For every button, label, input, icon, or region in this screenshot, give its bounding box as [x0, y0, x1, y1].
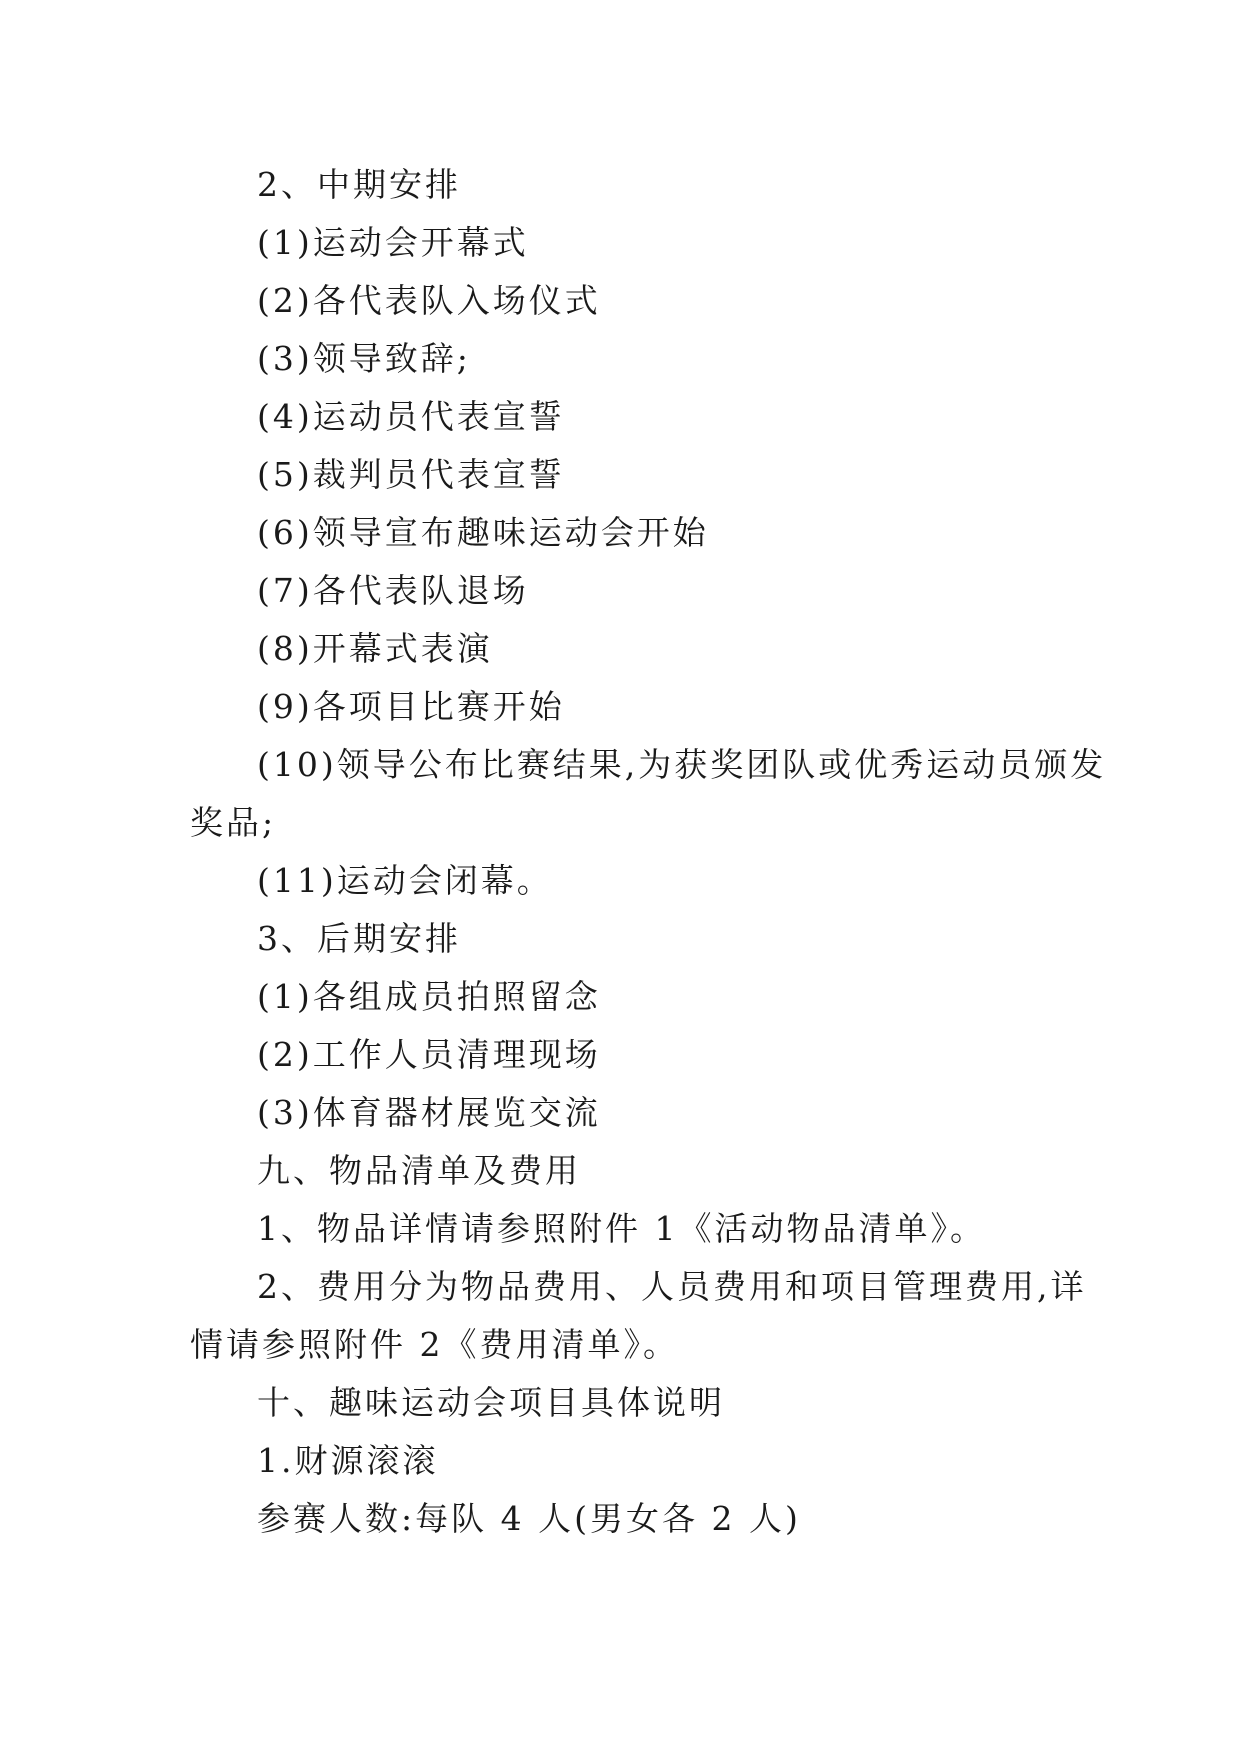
list-item: (8)开幕式表演	[257, 629, 493, 668]
list-item: (1)各组成员拍照留念	[257, 977, 601, 1016]
list-item: (4)运动员代表宣誓	[257, 397, 565, 436]
list-item: (2)各代表队入场仪式	[257, 281, 601, 320]
section-heading-event-details: 十、趣味运动会项目具体说明	[257, 1383, 725, 1422]
list-item: (2)工作人员清理现场	[257, 1035, 601, 1074]
paragraph: 1、物品详情请参照附件 1《活动物品清单》。	[257, 1209, 986, 1248]
list-item: (10)领导公布比赛结果,为获奖团队或优秀运动员颁发	[257, 745, 1107, 784]
list-item: (11)运动会闭幕。	[257, 861, 553, 900]
paragraph-continuation: 情请参照附件 2《费用清单》。	[190, 1325, 679, 1364]
list-item: (7)各代表队退场	[257, 571, 529, 610]
list-item: (5)裁判员代表宣誓	[257, 455, 565, 494]
list-item: (9)各项目比赛开始	[257, 687, 565, 726]
list-item-continuation: 奖品;	[190, 803, 277, 842]
list-item: (3)领导致辞;	[257, 339, 471, 378]
subheading-event-1: 1.财源滚滚	[257, 1441, 439, 1480]
section-heading-mid-phase: 2、中期安排	[257, 165, 461, 204]
list-item: (1)运动会开幕式	[257, 223, 529, 262]
section-heading-late-phase: 3、后期安排	[257, 919, 461, 958]
list-item: (3)体育器材展览交流	[257, 1093, 601, 1132]
paragraph: 2、费用分为物品费用、人员费用和项目管理费用,详	[257, 1267, 1087, 1306]
section-heading-items-costs: 九、物品清单及费用	[257, 1151, 581, 1190]
list-item: (6)领导宣布趣味运动会开始	[257, 513, 709, 552]
paragraph: 参赛人数:每队 4 人(男女各 2 人)	[257, 1499, 801, 1538]
